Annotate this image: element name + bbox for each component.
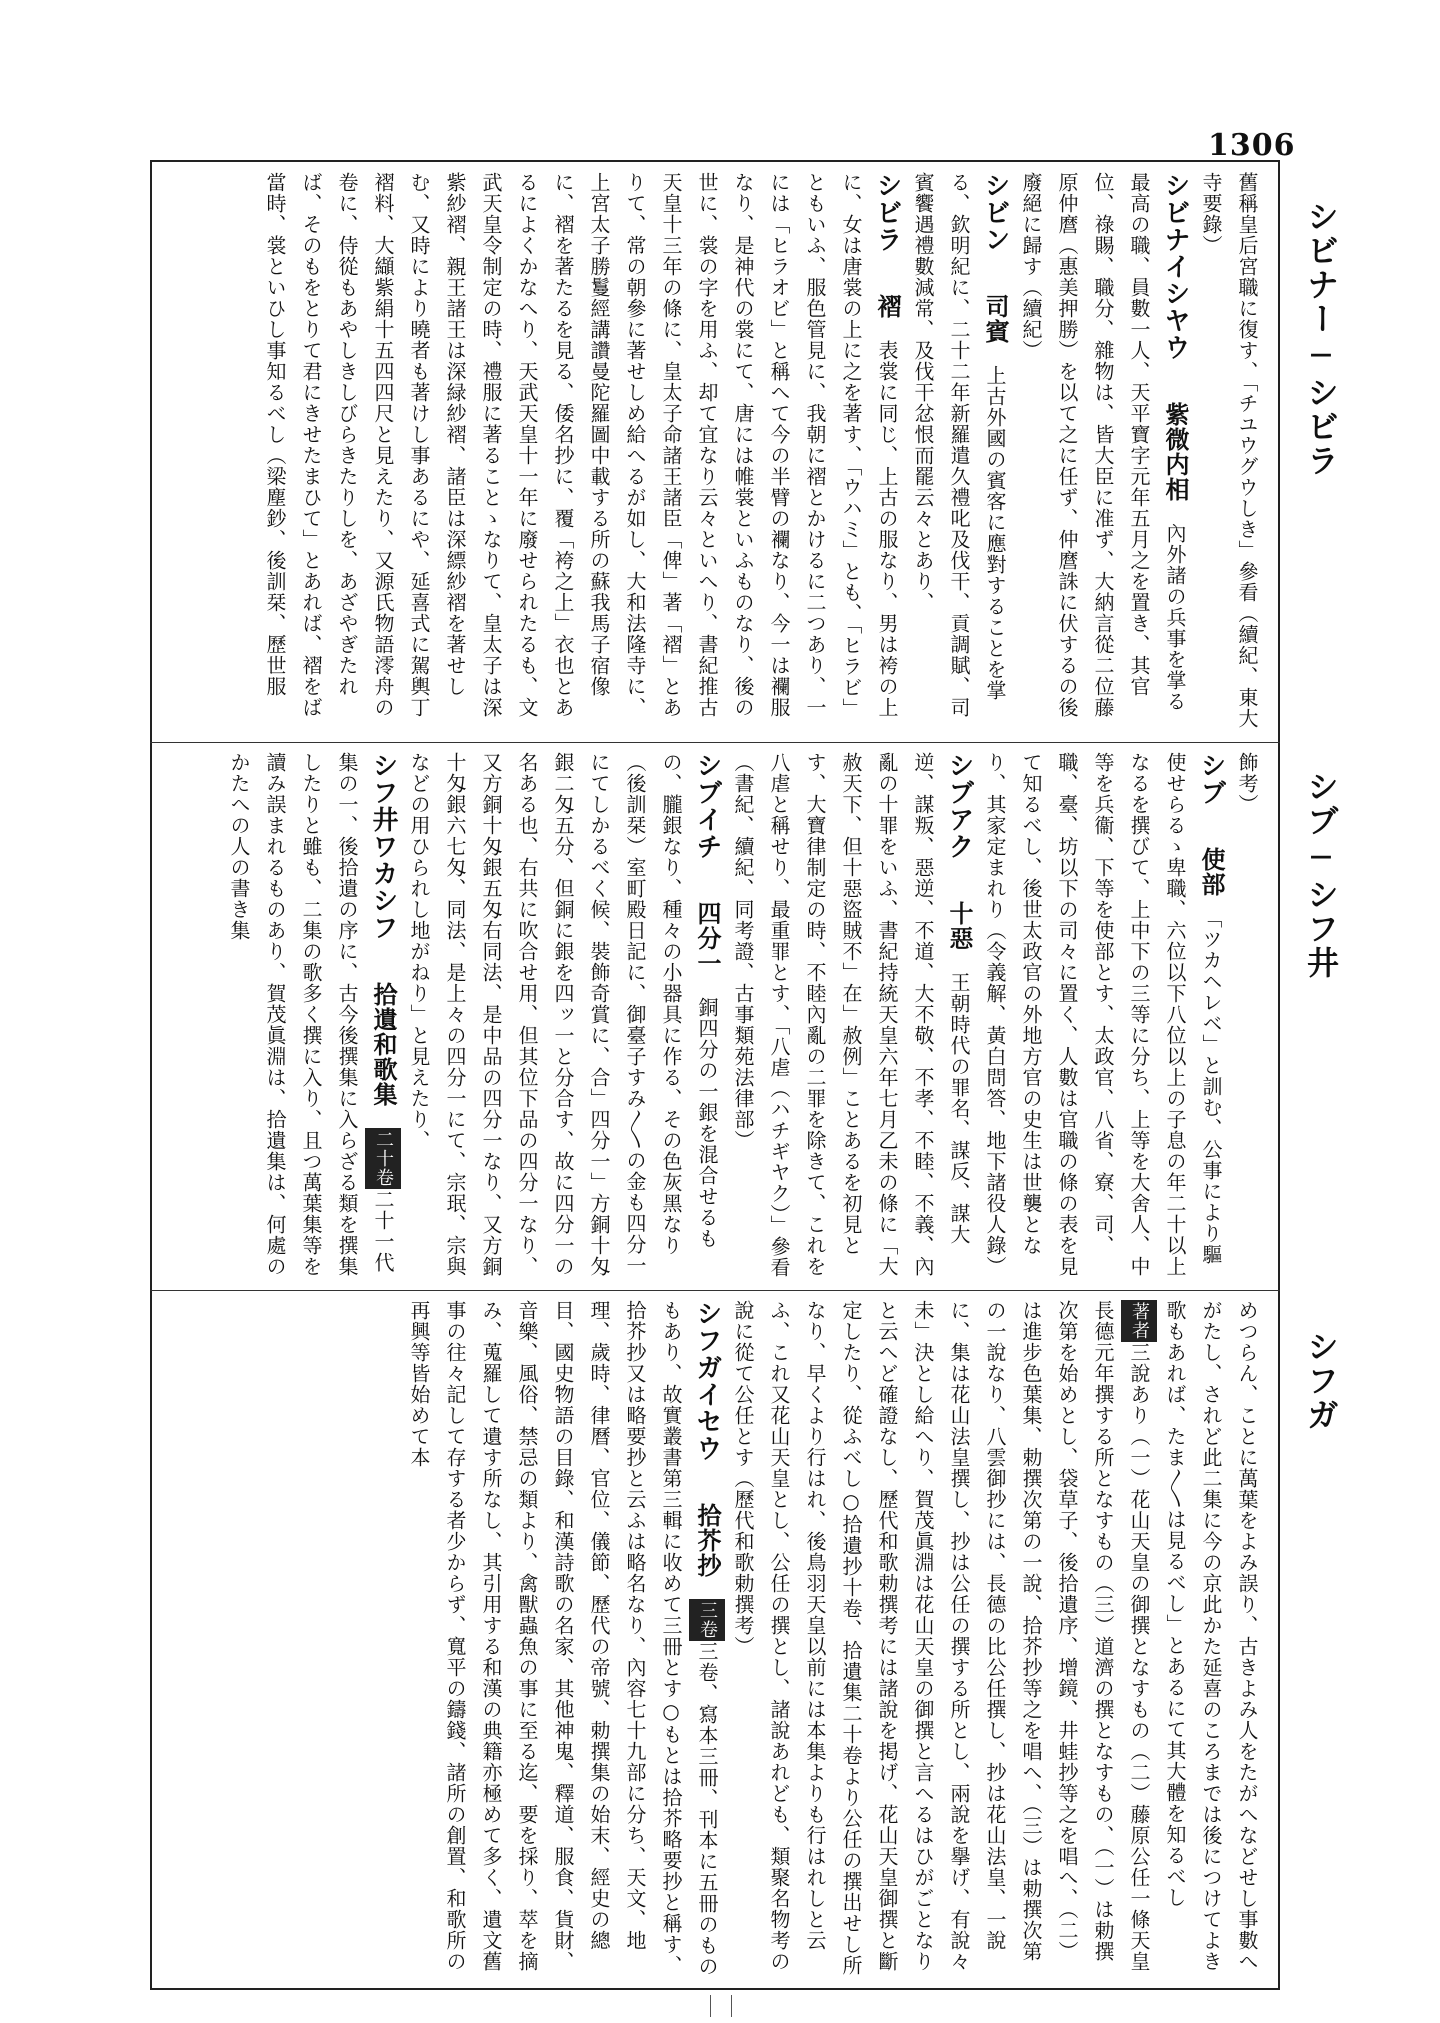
section-divider-2 [150,1290,1280,1291]
section-divider-1 [150,742,1280,743]
continuation-text: 飾考） [1235,752,1259,815]
entry-body: 上古外國の賓客に應對することを掌る、欽明紀に、二十二年新羅遣久禮叱及伐干、貢調賦、司賓饗遇禮數減常、及伐干忿恨而罷云々とあり、 [911,172,1007,718]
entry-body: 內外諸の兵事を掌る最高の職、員數一人、天平寶字元年五月之を置き、其官位、祿賜、職分、雜物は、皆大臣に准ず、大納言從二位藤原仲麿（惠美押勝）を以て之に任ず、仲麿誅に伏するの後廢絕に歸す（續紀） [1019,172,1187,718]
section-2-text [165,752,1265,1280]
entry-body: 王朝時代の罪名、謀反、謀大逆、謀叛、惡逆、不道、大不敬、不孝、不睦、不義、內亂の十罪をいふ、書紀持統天皇六年七月乙未の條に「大赦天下、但十惡盜賊不」在」赦例」ことあるを初見とす、大寶律制定の時、不睦內亂の二罪を除きて、これを八虐と稱せり、最重罪とす、「八虐（ハチギヤク）」參看（書紀、續紀、同考證、古事類苑法律部） [731,752,971,1278]
entry-kanji: 拾遺和歌集 [369,982,398,1107]
dictionary-entry [407,752,722,1277]
dictionary-entry [731,752,974,1278]
entry-body: 表裳に同じ、上古の服なり、男は袴の上に、女は唐裳の上に之を著す、「ウハミ」とも、「ヒラビ」ともいふ、服色管見に、我朝に褶とかけるに二つあり、一には「ヒラオビ」と稱へて今の半臂の襴なり、今一は襴服なり、是神代の裳にて、唐には帷裳といふものなり、後の世に、裳の字を用ふ、却て宜なり云々といへり、書紀推古天皇十三年の條に、皇太子命諸王諸臣「俾」著「褶」とありて、常の朝參に著せしめ給へるが如し、大和法隆寺に、上宮太子勝鬘經講讚曼陀羅圖中載する所の蘇我馬子宿像に、褶を著たるを見る、倭名抄に、覆「袴之上」衣也とあるによくかなへり、天武天皇十一年に廢せられたるも、文武天皇令制定の時、禮服に著ることゝなりて、皇太子は深紫紗褶、親王諸王は深緑紗褶、諸臣は深縹紗褶を著せしむ、又時により曉者も著けし事あるにや、延喜式に駕輿丁褶料、大纈紫絹十五四四尺と見えたり、又源氏物語澪舟の卷に、侍從もあやしきしびらきたりしを、あざやぎたれば、そのもをとりて君にきせたまひて」とあれば、褶をば當時、裳といひし事知るべし（梁塵鈔、後訓栞、歷世服 [263,172,899,719]
entry-term: シビナイシヤウ [1160,172,1190,361]
running-head-1: シビナー─シビラ [1302,200,1340,478]
dictionary-entry [227,752,398,1277]
author-seal: 著者 [1121,1300,1157,1342]
entry-body: 二十一代集の一、後拾遺の序に、古今後撰集に入らざる類を撰集したりと雖も、二集の歌多く撰に入り、且つ萬葉集等を讀み誤まれるものあり、賀茂眞淵は、拾遺集は、何處のかたへの人の書き集 [227,752,395,1277]
entry-term: シブイチ [692,752,722,860]
section-3 [165,1300,1265,1980]
entry-term: シビラ [872,172,902,253]
entry-kanji: 褶 [873,294,902,319]
volume-seal: 二十卷 [365,1128,401,1189]
entry-kanji: 紫微内相 [1161,402,1190,502]
entry-term: シブ [1196,752,1226,806]
gutter-mark [710,1995,732,2017]
entry-term: シビン [980,172,1010,253]
entry-kanji: 十惡 [945,901,974,951]
entry-kanji: 拾芥抄 [693,1503,722,1578]
continuation-text: 舊稱皇后宮職に復す、「チユウグウしき」參看（續紀、東大寺要錄） [1199,172,1259,729]
dictionary-entry [911,172,1010,718]
dictionary-entry [1019,172,1190,718]
entry-kanji: 司賓 [981,294,1010,344]
dictionary-entry [983,752,1226,1277]
entry-term: シフガイセウ [692,1300,722,1462]
entry-term: シフ井ワカシフ [368,752,398,941]
dictionary-entry [407,1300,722,1977]
entry-body: 「ツカヘレベ」と訓む、公事により驅使せらるゝ卑職、六位以下八位以上の子息の年二十以上なるを撰びて、上中下の三等に分ち、上等を大舍人、中等を兵衞、下等を使部とす、太政官、八省、寮、司、職、臺、坊以下の司々に置く、人數は官職の條の表を見て知るべし、後世太政官の外地方官の史生は世襲となり、其家定まれり（令義解、黃白問答、地下諸役人錄） [983,752,1223,1277]
entry-term: シブアク [944,752,974,860]
page-number: 1306 [1208,128,1296,163]
section-1 [165,172,1265,732]
section-2 [165,752,1265,1280]
volume-seal: 三卷 [689,1599,725,1641]
section-3-text [165,1300,1265,1980]
continuation-text-b: 三說あり（一）花山天皇の御撰となすもの（二）藤原公任一條天皇長德元年撰する所となすもの（三）道濟の撰となすもの、（一）は勅撰次第を始めとし、袋草子、後拾遺序、增鏡、井蛙抄等之を唱へ、（二）は進步色葉集、勅撰次第の一說、拾芥抄等之を唱へ、（三）は勅撰次第の一說なり、八雲御抄には、長德の比公任撰し、抄は花山法皇、一說に、集は花山法皇撰し、抄は公任の撰する所とし、兩說を擧げ、有說々未」決とし給へり、賀茂眞淵は花山天皇の御撰と言へるはひがごとなりと云へど確證なし、歷代和歌勅撰考には諸說を掲げ、花山天皇御撰と斷定したり、從ふべし○拾遺抄十卷、拾遺集二十卷より公任の撰出せし所なり、早くより行はれ、後鳥羽天皇以前には本集よりも行はれしと云ふ、これ又花山天皇とし、公任の撰とし、諸說あれども、類聚名物考の說に從て公任とす（歷代和歌勅撰考） [731,1300,1151,1976]
entry-body: 銅四分の一銀を混合せるもの、朧銀なり、種々の小器具に作る、その色灰黑なり（後訓栞）室町殿日記に、御臺子すみ〳〵の金も四分一にてしかるべく候、裝飾奇賞に、合」四分一」方銅十匁銀二匁五分、但銅に銀を四ッ一と分合す、故に四分一の名ある也、右共に吹合せ用、但其位下品の四分一なり、又方銅十匁銀五匁右同法、是中品の四分一なり、又方銅十匁銀六七匁、同法、是上々の四分一にて、宗珉、宗與などの用ひられし地がねり」と見えたり、 [407,752,719,1277]
entry-kanji: 四分一 [693,901,722,976]
continuation-text: めつらん、ことに萬葉をよみ誤り、古きよみ人をたがへなどせし事數へがたし、されど此二集に今の京此かた延喜のころまでは後につけてよき歌もあれば、たま〳〵は見るべし」とあるにて其大體を知るべし [1163,1300,1259,1972]
running-head-2: シブ─シフ井 [1302,770,1340,980]
dictionary-entry [263,172,902,719]
section-1-text [165,172,1265,732]
entry-kanji: 使部 [1197,847,1226,897]
entry-body: 三卷、寫本三冊、刊本に五冊のものもあり、故實叢書第三輯に收めて三冊とす○もとは拾芥略要抄と稱す、拾芥抄又は略要抄と云ふは略名なり、內容七十九部に分ち、天文、地理、歲時、律曆、官位、儀節、歷代の帝號、勅撰集の始末、經史の總目、國史物語の目錄、和漢詩歌の名家、其他神鬼、釋道、服食、貨財、音樂、風俗、禁忌の類より、禽獸蟲魚の事に至る迄、要を採り、萃を摘み、蒐羅して遺す所なし、其引用する和漢の典籍亦極めて多く、遺文舊事の往々記して存する者少からず、寬平の鑄錢、諸所の創置、和歌所の再興等皆始めて本 [407,1300,719,1977]
running-head-3: シフガ [1302,1330,1340,1432]
